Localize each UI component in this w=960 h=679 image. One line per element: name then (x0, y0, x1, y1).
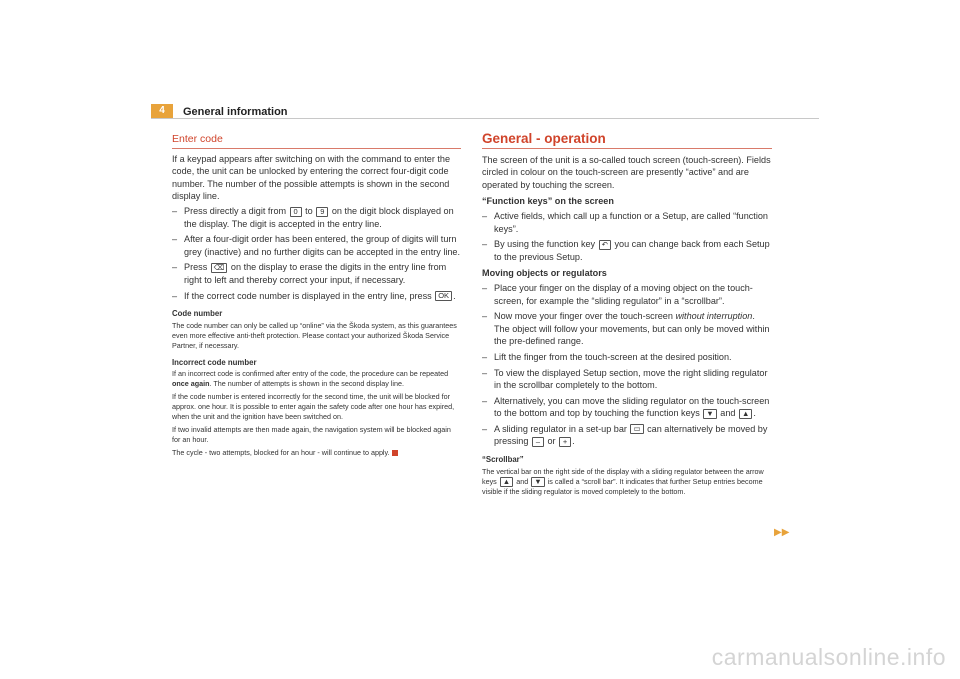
back-arrow-icon: ↶ (599, 240, 611, 250)
watermark: carmanualsonline.info (711, 644, 946, 670)
step-four-digits: – After a four-digit order has been entered, the group of digits will turn grey (inactive) and no further digits can be accepted in the entry line. (172, 233, 461, 258)
step-press-digit: – Press directly a digit from 0 to 9 on the digit block displayed on the display. The digit is accepted in the entry line. (172, 205, 461, 230)
code-number-note-heading: Code number (172, 309, 223, 319)
scrollbar-note: The vertical bar on the right side of the display with a sliding regulator between the arrow keys ▲ and ▼ is called a “scroll bar”. It indicates that further Setup entries become visible if the sliding regulator is moved completely to the bottom. (482, 466, 764, 496)
second-attempt-note: If the code number is entered incorrectly for the second time, the unit will be blocked for approx. one hour. It is possible to enter again the safety code after one hour has expired, when the unit and the ignition have been switched on. (172, 392, 455, 422)
note-down-arrow-icon: ▼ (531, 477, 544, 487)
view-setup-item: – To view the displayed Setup section, move the right sliding regulator in the scrollbar completely to the bottom. (482, 367, 772, 392)
key-9: 9 (316, 207, 328, 217)
lift-finger-item: – Lift the finger from the touch-screen at the desired position. (482, 351, 772, 364)
move-finger-item: – Now move your finger over the touch-screen without interruption. The object will follow your movements, but can only be moved within the pre-defined range. (482, 310, 772, 348)
enter-code-heading: Enter code (172, 133, 461, 149)
delete-key-icon: ⌫ (211, 263, 228, 273)
setup-bar-item: – A sliding regulator in a set-up bar ▭ can alternatively be moved by pressing – or + . (482, 423, 772, 448)
page-header-title: General information (183, 106, 288, 118)
blocked-again-note: If two invalid attempts are then made again, the navigation system will be blocked again for an hour. (172, 425, 451, 445)
moving-objects-subheading: Moving objects or regulators (482, 268, 607, 279)
down-arrow-icon: ▼ (703, 409, 716, 419)
function-keys-list (482, 210, 772, 263)
moving-objects-list (482, 282, 772, 448)
scrollbar-note-heading: “Scrollbar” (482, 455, 524, 465)
up-arrow-icon: ▲ (739, 409, 752, 419)
incorrect-code-note: If an incorrect code is confirmed after entry of the code, the procedure can be repeated once again. The number of attempts is shown in the second display line. (172, 369, 449, 389)
minus-key-icon: – (532, 437, 544, 447)
arrow-keys-item: – Alternatively, you can move the sliding regulator on the touch-screen to the bottom and top by touching the function keys ▼ and ▲ . (482, 395, 772, 420)
key-0: 0 (290, 207, 302, 217)
right-column (482, 133, 772, 497)
page-number-tab: 4 (151, 104, 173, 118)
header-divider (151, 118, 819, 119)
back-key-item: – By using the function key ↶ you can change back from each Setup to the previous Setup. (482, 238, 772, 263)
ok-key: OK (435, 291, 452, 301)
function-keys-subheading: “Function keys” on the screen (482, 196, 614, 207)
enter-code-intro: If a keypad appears after switching on with the command to enter the code, the unit can be unlocked by entering the correct four-digit code number. The number of the possible attempts is shown in the second display line. (172, 153, 451, 202)
general-operation-heading: General - operation (482, 133, 772, 149)
place-finger-item: – Place your finger on the display of a moving object on the touch-screen, for example the “sliding regulator” in a “scrollbar”. (482, 282, 772, 307)
code-number-note: The code number can only be called up “online” via the Škoda system, as this guarantees even more effective anti-theft protection. Please contact your authorized Škoda Service Partner, if necessary. (172, 320, 457, 350)
setup-bar-icon: ▭ (630, 424, 643, 434)
plus-key-icon: + (559, 437, 571, 447)
left-column (172, 133, 461, 458)
section-end-icon (392, 450, 398, 456)
step-confirm: – If the correct code number is displayed in the entry line, press OK . (172, 290, 461, 303)
enter-code-steps (172, 205, 461, 302)
incorrect-code-note-heading: Incorrect code number (172, 357, 257, 367)
step-erase: – Press ⌫ on the display to erase the digits in the entry line from right to left and thereby correct your input, if necessary. (172, 261, 461, 286)
note-up-arrow-icon: ▲ (500, 477, 513, 487)
touch-screen-intro: The screen of the unit is a so-called touch screen (touch-screen). Fields circled in colour on the touch-screen are presently “active” and are operated by touching the screen. (482, 154, 771, 190)
continue-arrow-icon: ▶▶ (774, 527, 790, 538)
cycle-note: The cycle - two attempts, blocked for an hour - will continue to apply. (172, 448, 461, 458)
active-fields-item: – Active fields, which call up a function or a Setup, are called “function keys”. (482, 210, 772, 235)
